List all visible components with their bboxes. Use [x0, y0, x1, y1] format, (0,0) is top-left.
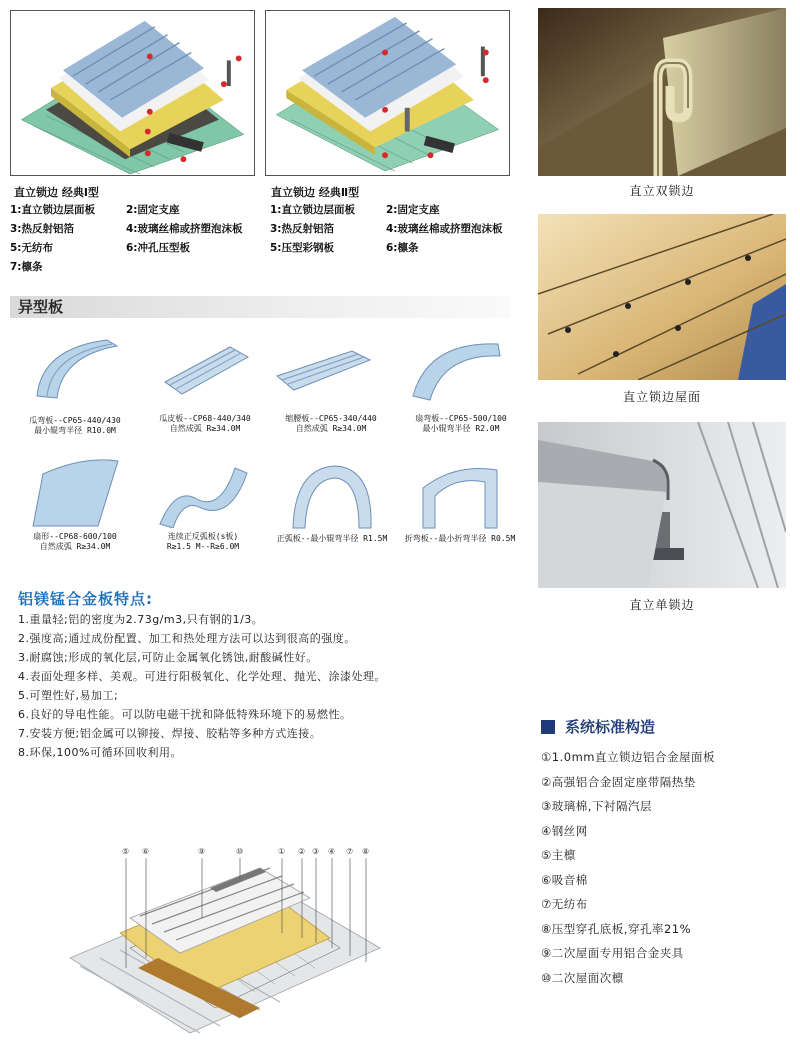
- legend-item: 2:固定支座: [126, 204, 180, 216]
- profile-name: 瓜弯板--CP65-440/430: [29, 416, 121, 425]
- lock-roof-image: [538, 214, 786, 380]
- legend-item: 4:玻璃丝棉或挤塑泡沫板: [386, 223, 503, 235]
- legend-item: 3:热反射铝箔: [10, 223, 75, 235]
- system-title: [541, 716, 655, 737]
- profile-label-1: [10, 416, 140, 436]
- system-item: ④钢丝网: [541, 823, 588, 838]
- feature-item: 1.重量轻;铝的密度为2.73g/m3,只有钢的1/3。: [18, 613, 264, 626]
- feature-item: 6.良好的导电性能。可以防电磁干扰和降低特殊环境下的易燃性。: [18, 708, 352, 721]
- roof-diagram-type1-illustration: [11, 11, 254, 175]
- system-item: ⑦无纺布: [541, 897, 588, 911]
- features-title: 铝镁锰合金板特点:: [18, 590, 153, 608]
- feature-item: 8.环保,100%可循环回收利用。: [18, 746, 182, 759]
- profile-image-8: [415, 458, 507, 530]
- system-item: ⑤主檩: [541, 848, 576, 862]
- profile-label-3: [266, 414, 396, 434]
- profile-label-7: [262, 534, 402, 544]
- profile-name: 扇弯板--CP65-500/100: [415, 414, 507, 423]
- diagram-label: ⑩: [236, 847, 244, 856]
- system-item: ⑧压型穿孔底板,穿孔率21%: [541, 921, 692, 936]
- profile-name: 折弯板--最小折弯半径 R0.5M: [404, 534, 516, 543]
- profile-image-4: [408, 336, 508, 404]
- profile-grid: [10, 334, 530, 564]
- profile-spec: 最小辊弯半径 R2.0M: [422, 424, 500, 433]
- system-construction-diagram: [60, 838, 390, 1038]
- legend-item: 6:冲孔压型板: [126, 242, 191, 254]
- diagram-label: ⑤: [122, 847, 130, 856]
- legend-item: 2:固定支座: [386, 204, 440, 216]
- feature-item: 2.强度高;通过成份配置、加工和热处理方法可以达到很高的强度。: [18, 632, 356, 645]
- profile-label-8: [390, 534, 530, 544]
- diagram-label: ⑦: [346, 847, 354, 856]
- diagram2-legend: [270, 201, 520, 258]
- profile-spec: R≥1.5 M--R≥6.0M: [166, 542, 240, 551]
- diagram-label: ⑨: [198, 847, 206, 856]
- profile-label-2: [140, 414, 270, 434]
- photo-single-lock-caption: 直立单锁边: [629, 598, 695, 612]
- system-item: ③玻璃棉,下衬隔汽层: [541, 799, 652, 813]
- diagram1-legend: [10, 201, 260, 277]
- system-item: ②高强铝合金固定座带隔热垫: [541, 774, 696, 789]
- profile-image-2: [160, 342, 250, 400]
- photo-single-lock: [538, 422, 786, 588]
- legend-item: 5:压型彩钢板: [270, 242, 335, 254]
- feature-item: 3.耐腐蚀;形成的氧化层,可防止金属氧化锈蚀,耐酸碱性好。: [18, 651, 318, 664]
- profile-image-3: [272, 346, 372, 398]
- profile-name: 缩腰板--CP65-340/440: [285, 414, 377, 423]
- feature-item: 4.表面处理多样、美观。可进行阳极氧化、化学处理、抛光、涂漆处理。: [18, 670, 386, 683]
- profile-image-6: [155, 458, 251, 528]
- legend-item: 7:檩条: [10, 261, 43, 273]
- diagram2-title: 直立锁边 经典Ⅱ型: [271, 186, 360, 199]
- profile-spec: 自然成弧 R≥34.0M: [295, 424, 367, 433]
- legend-item: 3:热反射铝箔: [270, 223, 335, 235]
- system-item: ⑩二次屋面次檩: [541, 970, 624, 985]
- profile-name: 连续正反弧板(s板): [167, 532, 239, 541]
- system-title-text: 系统标准构造: [565, 718, 656, 736]
- photo-lock-roof-caption: 直立锁边屋面: [622, 390, 701, 404]
- legend-item: 4:玻璃丝棉或挤塑泡沫板: [126, 223, 243, 235]
- system-item: ⑥吸音棉: [541, 872, 588, 887]
- profile-label-6: [138, 532, 268, 552]
- profile-label-4: [396, 414, 526, 434]
- system-list: [541, 745, 791, 990]
- legend-item: 6:檩条: [386, 242, 419, 254]
- roof-diagram-type1: [10, 10, 255, 176]
- features-list: [18, 610, 518, 762]
- photo-lock-roof: [538, 214, 786, 380]
- profile-spec: 自然成弧 R≥34.0M: [39, 542, 111, 551]
- diagram1-title: 直立锁边 经典Ⅰ型: [14, 186, 99, 199]
- roof-diagram-type2: [265, 10, 510, 176]
- photo-double-lock: [538, 8, 786, 176]
- diagram-label: ①: [278, 847, 286, 856]
- system-item: ①1.0mm直立锁边铝合金屋面板: [541, 750, 716, 764]
- system-item: ⑨二次屋面专用铝合金夹具: [541, 946, 684, 960]
- roof-diagram-type2-illustration: [266, 11, 509, 175]
- legend-item: 1:直立锁边层面板: [270, 204, 356, 216]
- single-lock-image: [538, 422, 786, 588]
- legend-item: 5:无纺布: [10, 242, 54, 254]
- profile-spec: 最小辊弯半径 R10.0M: [34, 426, 116, 435]
- profile-image-7: [285, 458, 377, 530]
- diagram-label: ⑥: [142, 847, 150, 856]
- profile-image-5: [28, 456, 124, 528]
- diagram-label: ⑧: [362, 847, 370, 856]
- profile-name: 正弧板--最小辊弯半径 R1.5M: [276, 534, 388, 543]
- profile-image-1: [32, 338, 122, 400]
- section-title-profiles: 异型板: [10, 296, 510, 318]
- feature-item: 5.可塑性好,易加工;: [18, 689, 119, 702]
- diagram-label: ④: [328, 847, 336, 856]
- title-square-icon: [541, 720, 555, 734]
- profile-name: 瓜皮板--CP68-440/340: [159, 414, 251, 423]
- legend-item: 1:直立锁边层面板: [10, 204, 96, 216]
- profile-name: 扇形--CP68-600/100: [33, 532, 117, 541]
- photo-double-lock-caption: 直立双锁边: [629, 184, 695, 198]
- double-lock-image: [538, 8, 786, 176]
- profile-spec: 自然成弧 R≥34.0M: [169, 424, 241, 433]
- diagram-label: ③: [312, 847, 320, 856]
- diagram-label: ②: [298, 847, 306, 856]
- feature-item: 7.安装方便;铝金属可以铆接、焊接、胶粘等多种方式连接。: [18, 727, 322, 740]
- profile-label-5: [10, 532, 140, 552]
